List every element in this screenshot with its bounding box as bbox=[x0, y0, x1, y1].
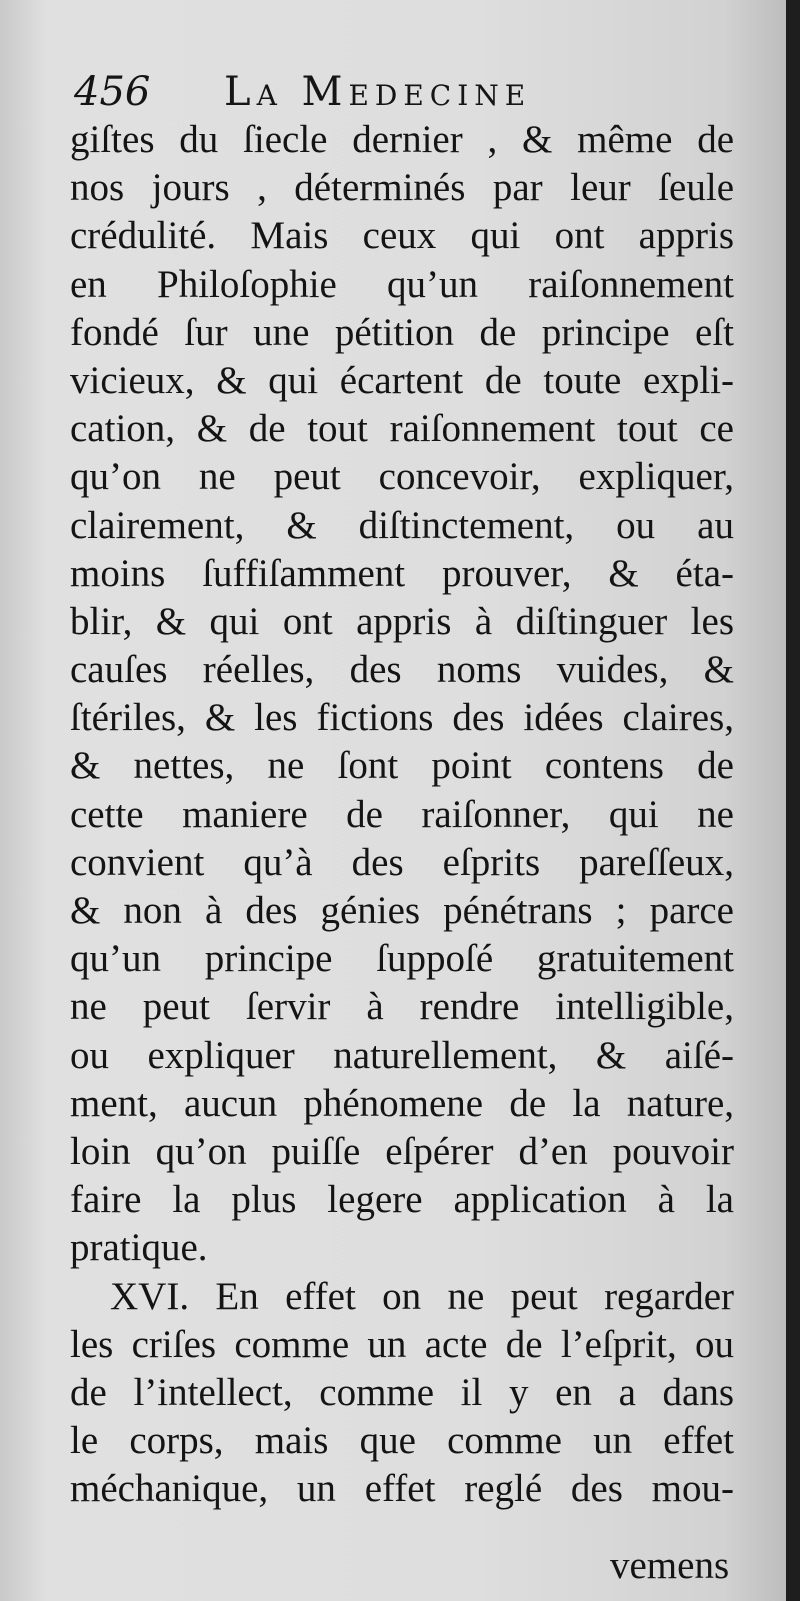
text-line: qu’on ne peut concevoir, expliquer, bbox=[70, 455, 734, 499]
text-line: clairement, & diſtinctement, ou au bbox=[70, 503, 734, 547]
text-line: ſtériles, & les fictions des idées claires, bbox=[70, 696, 734, 740]
page-number: 456 bbox=[74, 69, 151, 115]
text-line: blir, & qui ont appris à diſtinguer les bbox=[70, 599, 734, 643]
text-line: vicieux, & qui écartent de toute expli- bbox=[70, 358, 734, 402]
text-line: de l’intellect, comme il y en a dans bbox=[70, 1370, 734, 1414]
text-line: & nettes, ne ſont point contens de bbox=[70, 744, 734, 788]
text-line: méchanique, un effet reglé des mou- bbox=[70, 1467, 734, 1511]
text-line: nos jours , déterminés par leur ſeule bbox=[70, 166, 734, 210]
text-line: les criſes comme un acte de l’eſprit, ou bbox=[70, 1322, 734, 1366]
text-line: ne peut ſervir à rendre intelligible, bbox=[70, 985, 734, 1029]
text-line: faire la plus legere application à la bbox=[70, 1178, 734, 1222]
text-line: crédulité. Mais ceux qui ont appris bbox=[70, 214, 734, 258]
text-line: fondé ſur une pétition de principe eſt bbox=[70, 310, 734, 354]
page-header bbox=[74, 64, 734, 120]
text-line: ment, aucun phénomene de la nature, bbox=[70, 1081, 734, 1125]
text-line: giſtes du ſiecle dernier , & même de bbox=[70, 118, 734, 161]
text-line: cation, & de tout raiſonnement tout ce bbox=[70, 407, 734, 451]
text-line: le corps, mais que comme un effet bbox=[70, 1419, 734, 1463]
text-line: convient qu’à des eſprits pareſſeux, bbox=[70, 840, 734, 884]
text-line: cauſes réelles, des noms vuides, & bbox=[70, 648, 734, 692]
text-line: moins ſuffiſamment prouver, & éta- bbox=[70, 551, 734, 595]
text-line: en Philoſophie qu’un raiſonnement bbox=[70, 262, 734, 306]
running-title: La Medecine bbox=[224, 69, 532, 115]
body-text bbox=[70, 116, 734, 1513]
text-line: & non à des génies pénétrans ; parce bbox=[70, 889, 734, 932]
section-start-line: XVI. En effet on ne peut regarder bbox=[110, 1274, 734, 1318]
text-line: ou expliquer naturellement, & aiſé- bbox=[70, 1033, 734, 1077]
page-edge-shadow bbox=[786, 0, 800, 1601]
catchword: vemens bbox=[610, 1544, 730, 1587]
text-line: qu’un principe ſuppoſé gratuitement bbox=[70, 937, 734, 981]
text-line: cette maniere de raiſonner, qui ne bbox=[70, 792, 734, 836]
text-line: pratique. bbox=[70, 1226, 208, 1270]
text-line: loin qu’on puiſſe eſpérer d’en pouvoir bbox=[70, 1129, 734, 1173]
